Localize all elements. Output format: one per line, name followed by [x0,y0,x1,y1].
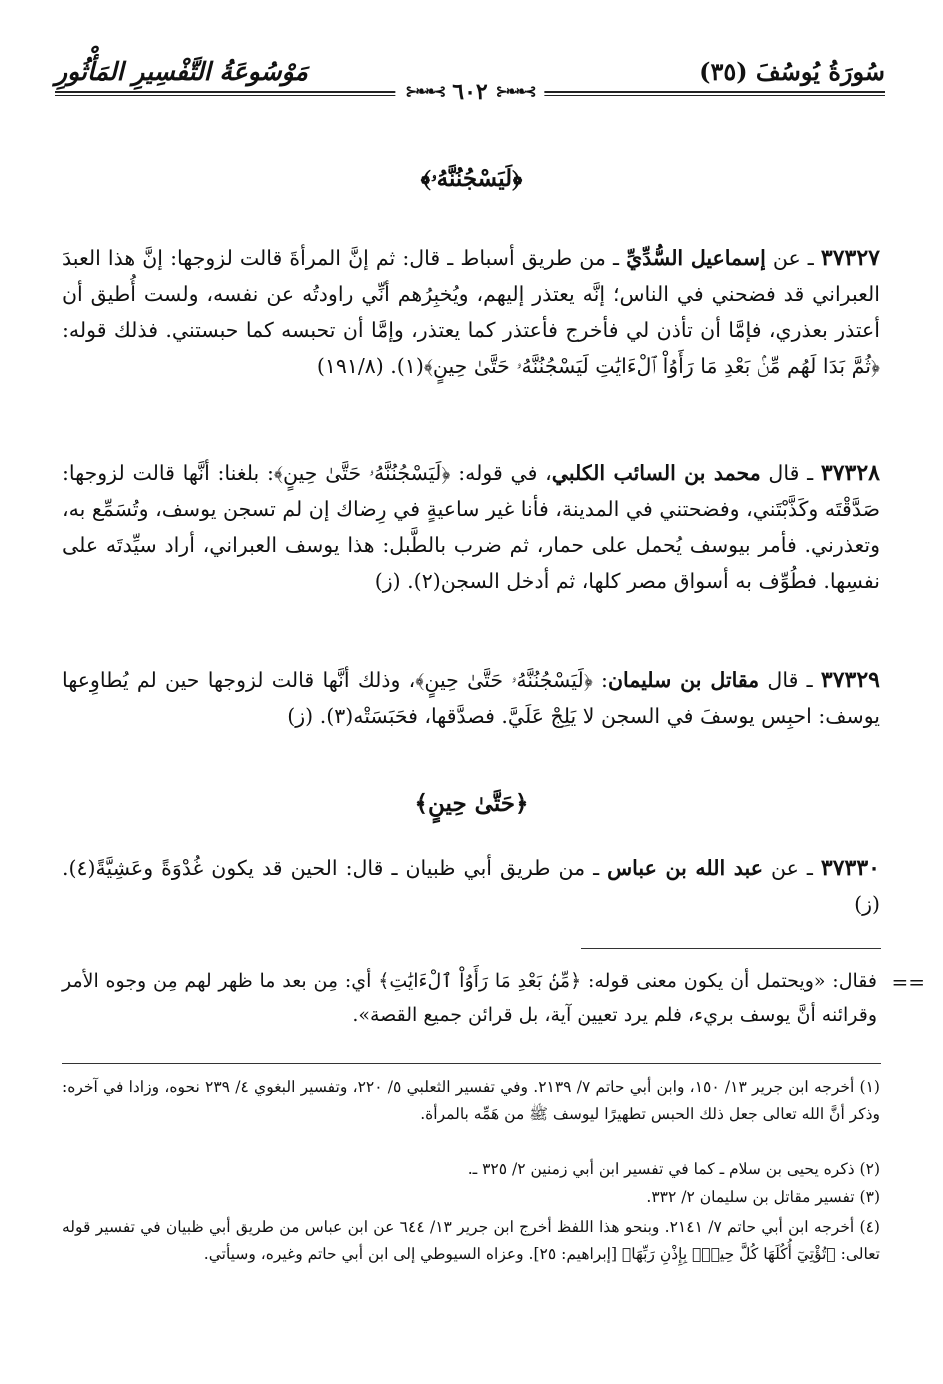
narration-ref: (١). (١٩١/٨) [316,354,424,378]
narration-text: ـ عن [765,246,821,270]
footnote-separator [62,1063,881,1064]
footnote-1: (١) أخرجه ابن جرير ١٣/ ١٥٠، وابن أبي حاتم ٧/ ٢١٣٩. وفي تفسير الثعلبي ٥/ ٢٢٠، وتفسير البغوي ٤/ ٢٣٩ نحوه، وزادا في آخره: وذكر أنَّ الله تعالى جعل ذلك الحبس تطهيرًا ليوسف ﷺ من هَمِّه بالمرأة. [62,1078,880,1123]
ornament-left-icon: ⊱❧❧⊰ [495,84,535,100]
running-header [55,55,885,115]
page-number: ٦٠٢ [452,79,488,105]
narration-37330 [62,850,880,922]
narration-text: ، في قوله: [450,461,552,485]
ornament-right-icon: ⊱❧❧⊰ [405,84,445,100]
narrator-name: محمد بن السائب الكلبي [551,461,761,485]
continuation-mark: == [891,970,925,994]
narrator-name: مقاتل بن سليمان [607,668,760,692]
narration-text: : [592,668,608,692]
narration-text: ـ عن [762,856,821,880]
section-heading-2: ﴿حَتَّىٰ حِينٍ﴾ [414,790,529,817]
narrator-name: إسماعيل السُّدِّيِّ [626,246,766,270]
section-heading-1: ﴿لَيَسْجُنُنَّهُۥ﴾ [420,165,523,192]
narration-text: ـ من طريق أبي ظبيان ـ قال: الحين قد يكون غُدْوَةً وعَشِيَّةً(٤). (ز) [62,856,880,916]
quran-verse: ﴿لَيَسْجُنُنَّهُۥ حَتَّىٰ حِينٍ﴾ [415,668,593,692]
footnote-3: (٣) تفسير مقاتل بن سليمان ٢/ ٣٣٢. [646,1188,880,1206]
commentary-text: فقال: «ويحتمل أن يكون معنى قوله: [581,970,877,992]
book-title: مَوْسُوعَةُ التَّفْسِيرِ المَأْثُورِ [55,57,308,86]
narration-37328 [62,455,880,599]
footnote-4: (٤) أخرجه ابن أبي حاتم ٧/ ٢١٤١. وبنحو هذا اللفظ أخرج ابن جرير ١٣/ ٦٤٤ عن ابن عباس من طريق أبي ظبيان في تفسير قوله تعالى: ﴿تُؤْتِيٓ أُكُلَهَا كُلَّ حِينِۭ بِإِذْنِ رَبِّهَا﴾ [إبراهيم: ٢٥]. وعزاه السيوطي إلى ابن أبي حاتم وغيره، وسيأتي. [62,1218,880,1263]
narration-number: ٣٧٣٢٧ [820,245,880,271]
narration-text: ، وذلك أنَّها قالت لزوجها حين لم يُطاوِعها يوسف: احبِس يوسفَ في السجن لا يَلِجْ عَلَيَّ. فصدَّقها، فحَبَسَتْه(٣). (ز) [62,668,880,728]
narration-number: ٣٧٣٢٩ [820,667,880,693]
narration-text: : بلغنا: أنَّها قالت لزوجها: صَدَّقْتَه وكَذَّبْتَني، وفضحتني في المدينة، فأنا غير ساعيةٍ في رِضاك إن لم تسجن يوسف، وتُسَمِّع به، وتعذرني. فأمر بيوسف يُحمل على حمار، ثم ضرب بالطَّبل: هذا يوسف العبراني، أراد سيِّدتَه على نفسِها. فطُوِّف به أسواق مصر كلها، ثم أدخل السجن(٢). (ز) [62,461,880,593]
quran-verse: ﴿ثُمَّ بَدَا لَهُم مِّنۢ بَعْدِ مَا رَأَوُاْ ٱلْءَايَٰتِ لَيَسْجُنُنَّهُۥ حَتَّىٰ حِينٍ﴾ [423,354,880,378]
narration-number: ٣٧٣٢٨ [820,460,880,486]
quran-verse: ﴿لَيَسْجُنُنَّهُۥ حَتَّىٰ حِينٍ﴾ [273,461,451,485]
page-number-block [395,79,544,105]
quran-verse: ﴿مِّنۢ بَعْدِ مَا رَأَوُاْ ٱلْءَايَٰتِ﴾ [378,970,582,992]
surah-title: سُورَةُ يُوسُفَ (٣٥) [699,57,885,86]
narration-37327 [62,240,880,384]
commentary-text: أي: مِن بعد ما ظهر لهم مِن وجوه الأمر وقرائنه أنَّ يوسف بريء، فلم يرد تعيين آية، بل قرائن جميع القصة». [62,970,877,1026]
narration-text: ـ قال [759,668,821,692]
narration-text: ـ من طريق أسباط ـ قال: ثم إنَّ المرأةَ قالت لزوجها: إنَّ هذا العبدَ العبراني قد فضحني في الناس؛ إنَّه يعتذر إليهم، ويُخبِرُهم أنِّي راودتُه عن نفسه، ولست أُطيق أن أعتذر بعذري، فإمَّا أن تأذن لي فأخرج فأعتذر كما يعتذر، وإمَّا أن تحبسه كما حبستني. فذلك قوله: [62,246,880,342]
commentary-separator [581,948,881,949]
commentary-continuation [62,964,877,1032]
footnote-2: (٢) ذكره يحيى بن سلام ـ كما في تفسير ابن أبي زمنين ٢/ ٣٢٥ ـ. [467,1160,880,1178]
narration-37329 [62,662,880,734]
narration-number: ٣٧٣٣٠ [820,855,880,881]
narration-text: ـ قال [760,461,821,485]
narrator-name: عبد الله بن عباس [607,856,763,880]
